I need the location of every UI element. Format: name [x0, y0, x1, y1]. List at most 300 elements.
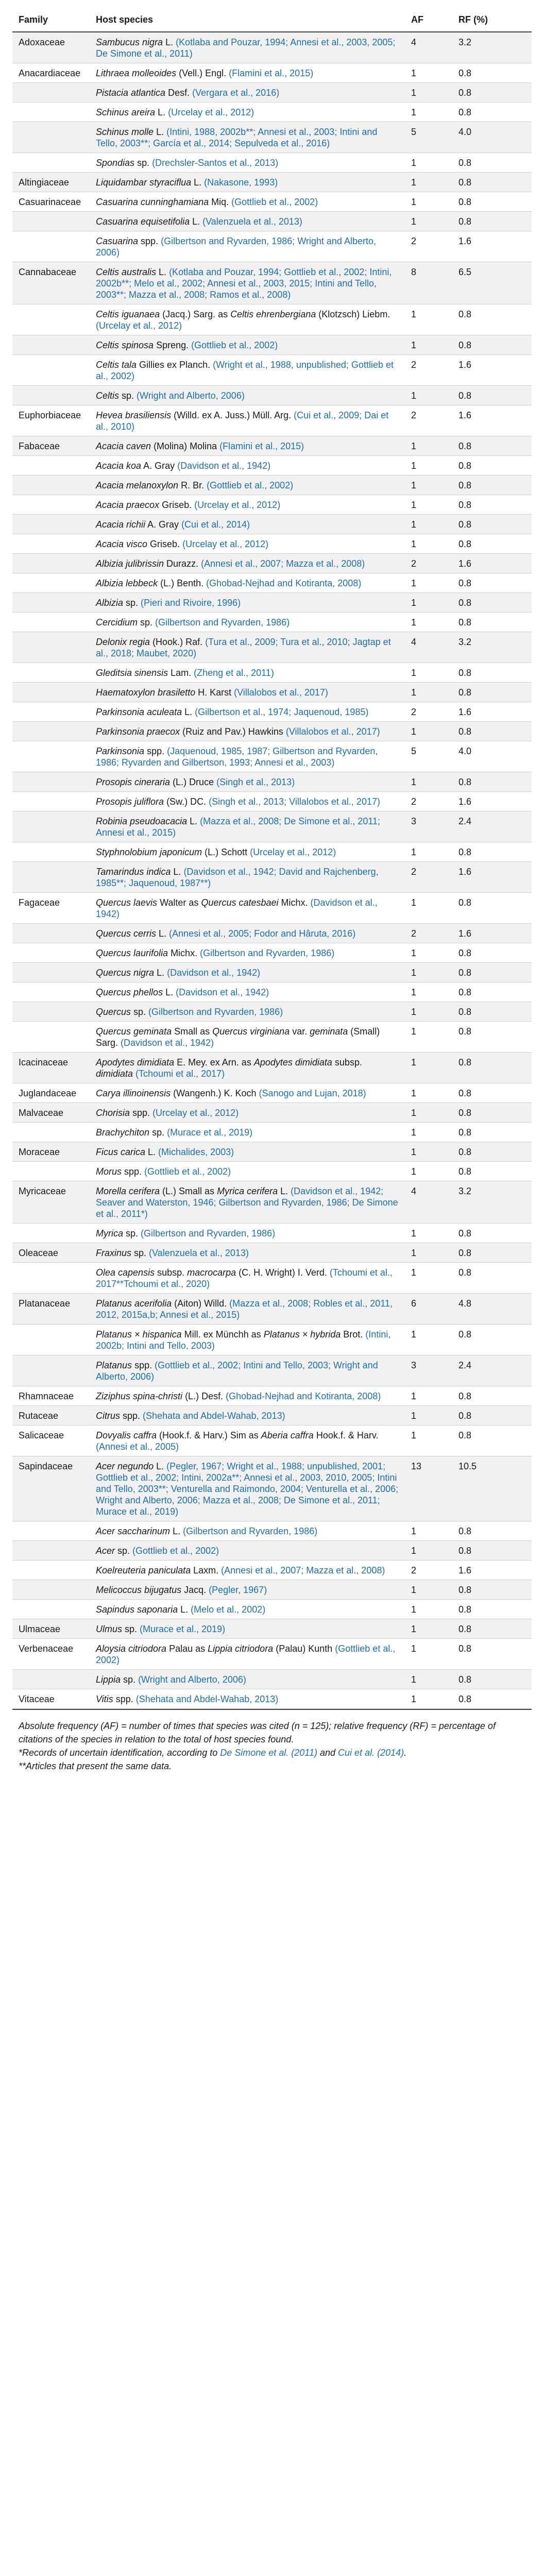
- host-species-cell: [90, 1561, 405, 1580]
- table-row: [12, 1355, 532, 1386]
- rf-cell: 0.8: [458, 1391, 472, 1401]
- rf-cell: 0.8: [458, 158, 472, 168]
- species-authority: L.: [163, 987, 174, 997]
- citation-link[interactable]: (Davidson et al., 1942): [175, 461, 271, 471]
- family-cell: [12, 1022, 90, 1053]
- family-cell: Fagaceae: [19, 897, 60, 908]
- table-row: [12, 476, 532, 495]
- host-species-cell: [90, 192, 405, 212]
- species-name: Albizia: [96, 598, 124, 608]
- af-cell: 1: [405, 1406, 452, 1426]
- family-cell: [12, 515, 90, 534]
- species-authority: sp.: [131, 1007, 146, 1017]
- citation-link[interactable]: (Kotlaba and Pouzar, 1994; Annesi et al., 2003, 2005; De Simone et al., 2011): [96, 37, 396, 59]
- family-cell: [12, 1355, 90, 1386]
- header-af: AF: [405, 9, 452, 32]
- table-row: [12, 1541, 532, 1561]
- host-species-cell: [90, 1670, 405, 1689]
- citation-link[interactable]: (Annesi et al., 2007; Mazza et al., 2008): [218, 1565, 385, 1575]
- citation-link[interactable]: (Shehata and Abdel-Wahab, 2013): [133, 1694, 279, 1704]
- host-species-cell: [90, 231, 405, 262]
- rf-cell: 1.6: [452, 924, 532, 943]
- citation-link[interactable]: (Davidson et al., 1942): [164, 968, 261, 978]
- species-authority: R. Br.: [178, 480, 205, 490]
- citation-link[interactable]: (Wright and Alberto, 2006): [134, 391, 245, 401]
- citation-link[interactable]: (Murace et al., 2019): [164, 1127, 253, 1138]
- citation-link[interactable]: (Flamini et al., 2015): [217, 441, 304, 451]
- family-cell: Altingiaceae: [12, 173, 90, 192]
- family-cell: [12, 1521, 90, 1541]
- citation-link[interactable]: (Gilbertson and Ryvarden, 1986): [146, 1007, 283, 1017]
- host-species-cell: [90, 1456, 405, 1521]
- species-name: Vitis: [96, 1694, 113, 1704]
- species-name: Parkinsonia aculeata: [96, 707, 182, 717]
- rf-cell: 0.8: [458, 1267, 472, 1278]
- citation-link[interactable]: (Jaquenoud, 1985, 1987; Gilbertson and Ryvarden, 1986; Ryvarden and Gilbertson, 1993; Annesi et al., 2003): [96, 746, 378, 768]
- family-cell: [12, 212, 90, 231]
- citation-link[interactable]: (Singh et al., 2013; Villalobos et al., 2017): [206, 796, 380, 807]
- citation-link[interactable]: (Pieri and Rivoire, 1996): [138, 598, 241, 608]
- af-cell: 1: [411, 1088, 417, 1098]
- table-row: [12, 436, 532, 456]
- citation-link[interactable]: (Wright and Alberto, 2006): [135, 1674, 246, 1685]
- citation-link[interactable]: (Urcelay et al., 2012): [247, 847, 336, 857]
- species-name: Brachychiton: [96, 1127, 150, 1138]
- species-authority: sp.: [123, 1228, 139, 1239]
- species-name: Acer negundo: [96, 1461, 154, 1471]
- family-cell: [12, 924, 90, 943]
- table-header-row: [12, 9, 532, 32]
- citation-link[interactable]: (Pegler, 1967; Wright et al., 1988; unpublished, 2001; Gottlieb et al., 2002; Intini, 2002a**; Annesi et al., 2003, 2010, 2005; Intini and Tello, 2003**; Venturella and Raimondo, 2004; Venturella et al., 2006; Wright and Alberto, 2006; Mazza et al., 2008; De Simone et al., 2011; Murace et al., 2019): [96, 1461, 399, 1517]
- family-cell: Rutaceae: [12, 1406, 90, 1426]
- family-cell: Anacardiaceae: [19, 68, 81, 78]
- species-authority: A. Gray: [145, 519, 179, 530]
- host-species-cell: [90, 495, 405, 515]
- rf-cell: 0.8: [458, 948, 472, 958]
- host-species-cell: [90, 811, 405, 842]
- rf-cell: 3.2: [452, 632, 532, 663]
- family-cell: [12, 1002, 90, 1022]
- family-cell: Euphorbiaceae: [19, 410, 81, 420]
- rf-cell: 0.8: [458, 617, 472, 628]
- species-authority: sp.: [131, 1248, 147, 1258]
- citation-link[interactable]: (Urcelay et al., 2012): [165, 107, 254, 117]
- citation-link[interactable]: (Gilbertson and Ryvarden, 1986): [180, 1526, 318, 1536]
- citation-link[interactable]: De Simone et al. (2011): [220, 1748, 317, 1758]
- species-authority: L.: [278, 1186, 288, 1196]
- species-name: Celtis spinosa: [96, 340, 154, 350]
- af-cell: 2: [405, 862, 452, 893]
- table-row: [12, 495, 532, 515]
- table-row: [12, 103, 532, 122]
- citation-link[interactable]: (Urcelay et al., 2012): [96, 320, 182, 331]
- host-species-cell: [90, 943, 405, 963]
- host-species-cell: [90, 212, 405, 231]
- rf-cell: 0.8: [452, 963, 532, 982]
- species-authority: sp.: [121, 1674, 136, 1685]
- family-cell: [12, 534, 90, 554]
- species-name: Quercus virginiana: [212, 1026, 290, 1037]
- citation-link[interactable]: (Mazza et al., 2008; De Simone et al., 2011; Annesi et al., 2015): [96, 816, 381, 838]
- family-cell: [12, 476, 90, 495]
- host-species-cell: [90, 1386, 405, 1406]
- species-authority: (L.) Druce: [170, 777, 214, 787]
- species-name: Fraxinus: [96, 1248, 132, 1258]
- citation-link[interactable]: (Davidson et al., 1942): [96, 897, 378, 919]
- table-row: [12, 192, 532, 212]
- af-cell: 1: [411, 197, 417, 207]
- species-authority: Small as: [172, 1026, 213, 1037]
- citation-link[interactable]: (Valenzuela et al., 2013): [146, 1248, 249, 1258]
- family-cell: [12, 1600, 90, 1619]
- family-cell: [12, 792, 90, 811]
- citation-link[interactable]: (Gottlieb et al., 2002): [189, 340, 278, 350]
- species-name: Citrus: [96, 1411, 121, 1421]
- citation-link[interactable]: (Annesi et al., 2005): [96, 1442, 179, 1452]
- citation-link[interactable]: (Tura et al., 2009; Tura et al., 2010; Jagtap et al., 2018; Maubet, 2020): [96, 637, 391, 658]
- host-species-cell: [90, 632, 405, 663]
- family-cell: [12, 231, 90, 262]
- family-cell: [12, 963, 90, 982]
- rf-cell: 2.4: [452, 1355, 532, 1386]
- species-name: Styphnolobium japonicum: [96, 847, 202, 857]
- species-name: Acacia koa: [96, 461, 142, 471]
- species-name: Haematoxylon brasiletto: [96, 687, 196, 698]
- rf-cell: 0.8: [458, 309, 472, 319]
- family-cell: [12, 772, 90, 792]
- citation-link[interactable]: (Murace et al., 2019): [137, 1624, 226, 1634]
- family-cell: [12, 1224, 90, 1243]
- host-species-cell: [90, 1294, 405, 1325]
- host-species-cell: [90, 842, 405, 862]
- table-row: [12, 1083, 532, 1103]
- table-row: [12, 554, 532, 573]
- species-authority: Michx.: [278, 897, 308, 908]
- table-row: [12, 355, 532, 386]
- table-row: [12, 304, 532, 335]
- table-row: [12, 262, 532, 304]
- citation-link[interactable]: (Ghobad-Nejhad and Kotiranta, 2008): [203, 578, 362, 588]
- species-name: Aloysia citriodora: [96, 1643, 167, 1654]
- af-cell: 1: [405, 1142, 452, 1162]
- rf-cell: 10.5: [452, 1456, 532, 1521]
- host-species-cell: [90, 103, 405, 122]
- species-authority: Hook.f. & Harv.: [313, 1430, 379, 1440]
- citation-link[interactable]: (Villalobos et al., 2017): [283, 726, 380, 737]
- species-authority: Gillies ex Planch.: [137, 360, 211, 370]
- citation-link[interactable]: (Gottlieb et al., 2002): [204, 480, 294, 490]
- species-authority: Durazz.: [164, 558, 199, 569]
- rf-cell: 0.8: [452, 386, 532, 405]
- species-authority: Griseb.: [147, 539, 180, 549]
- rf-cell: 0.8: [458, 1166, 472, 1177]
- family-cell: [12, 1263, 90, 1294]
- rf-cell: 0.8: [458, 1526, 472, 1536]
- citation-link[interactable]: (Drechsler-Santos et al., 2013): [149, 158, 279, 168]
- table-row: [12, 386, 532, 405]
- species-authority: sp.: [122, 1624, 138, 1634]
- citation-link[interactable]: (Annesi et al., 2005; Fodor and Hâruta, 2016): [166, 928, 356, 939]
- host-species-cell: [90, 1162, 405, 1181]
- citation-link[interactable]: (Singh et al., 2013): [214, 777, 295, 787]
- host-species-cell: [90, 304, 405, 335]
- species-authority: (Palau) Kunth: [273, 1643, 333, 1654]
- host-species-cell: [90, 1406, 405, 1426]
- citation-link[interactable]: (Ghobad-Nejhad and Kotiranta, 2008): [223, 1391, 381, 1401]
- citation-link[interactable]: (Shehata and Abdel-Wahab, 2013): [140, 1411, 285, 1421]
- rf-cell: 2.4: [452, 811, 532, 842]
- species-authority: (Hook.) Raf.: [150, 637, 203, 647]
- table-row: [12, 1103, 532, 1123]
- af-cell: 1: [405, 1002, 452, 1022]
- af-cell: 2: [405, 924, 452, 943]
- species-name: Carya illinoinensis: [96, 1088, 171, 1098]
- af-cell: 3: [405, 811, 452, 842]
- host-species-cell: [90, 1181, 405, 1224]
- family-cell: [12, 741, 90, 772]
- table-row: [12, 722, 532, 741]
- species-name: Tamarindus indica: [96, 867, 171, 877]
- species-authority: var.: [290, 1026, 310, 1037]
- family-cell: [12, 1580, 90, 1600]
- table-row: [12, 943, 532, 963]
- citation-link[interactable]: (Gottlieb et al., 2002; Intini and Tello, 2003; Wright and Alberto, 2006): [96, 1360, 378, 1382]
- af-cell: 1: [411, 578, 417, 588]
- host-species-cell: [90, 593, 405, 613]
- citation-link[interactable]: (Intini, 1988, 2002b**; Annesi et al., 2003; Intini and Tello, 2003**; García et al., 2014; Sepulveda et al., 2016): [96, 127, 378, 148]
- citation-link[interactable]: (Valenzuela et al., 2013): [200, 216, 302, 227]
- family-cell: [12, 103, 90, 122]
- citation-link[interactable]: (Mazza et al., 2008; Robles et al., 2011, 2012, 2015a,b; Annesi et al., 2015): [96, 1298, 393, 1320]
- citation-link[interactable]: (Urcelay et al., 2012): [150, 1108, 239, 1118]
- rf-cell: 0.8: [452, 212, 532, 231]
- citation-link[interactable]: Cui et al. (2014): [338, 1748, 404, 1758]
- host-species-cell: [90, 1224, 405, 1243]
- table-row: [12, 1053, 532, 1083]
- citation-link[interactable]: (Zheng et al., 2011): [191, 668, 274, 678]
- af-cell: 1: [405, 1053, 452, 1083]
- rf-cell: 1.6: [458, 796, 472, 807]
- af-cell: 1: [411, 1267, 417, 1278]
- host-species-cell: [90, 1426, 405, 1456]
- citation-link[interactable]: (Davidson et al., 1942; David and Rajchenberg, 1985**; Jaquenoud, 1987**): [96, 867, 379, 888]
- citation-link[interactable]: (Sanogo and Lujan, 2018): [256, 1088, 366, 1098]
- species-authority: L.: [178, 1604, 189, 1615]
- rf-cell: 0.8: [452, 1580, 532, 1600]
- header-family: Family: [12, 9, 90, 32]
- rf-cell: 1.6: [458, 707, 472, 717]
- citation-link[interactable]: (Flamini et al., 2015): [226, 68, 314, 78]
- citation-link[interactable]: (Gilbertson and Ryvarden, 1986; Wright and Alberto, 2006): [96, 236, 376, 258]
- species-authority: Jacq.: [181, 1585, 207, 1595]
- af-cell: 1: [411, 461, 417, 471]
- table-row: [12, 741, 532, 772]
- af-cell: 6: [405, 1294, 452, 1325]
- family-cell: [12, 386, 90, 405]
- species-name: Aberia caffra: [261, 1430, 314, 1440]
- table-row: [12, 1639, 532, 1670]
- family-cell: [12, 495, 90, 515]
- rf-cell: 0.8: [452, 515, 532, 534]
- species-authority: Spreng.: [154, 340, 189, 350]
- rf-cell: 1.6: [452, 554, 532, 573]
- citation-link[interactable]: (Intini, 2002b; Intini and Tello, 2003): [96, 1329, 391, 1351]
- rf-cell: 0.8: [452, 772, 532, 792]
- species-name: Spondias: [96, 158, 135, 168]
- af-cell: 1: [405, 83, 452, 103]
- citation-link[interactable]: (Davidson et al., 1942): [118, 1038, 214, 1048]
- citation-link[interactable]: (Gilbertson and Ryvarden, 1986): [138, 1228, 276, 1239]
- af-cell: 1: [411, 1228, 417, 1239]
- rf-cell: 0.8: [458, 987, 472, 997]
- species-authority: spp.: [144, 746, 165, 756]
- table-row: [12, 456, 532, 476]
- host-species-cell: [90, 982, 405, 1002]
- host-species-cell: [90, 515, 405, 534]
- af-cell: 1: [405, 335, 452, 355]
- citation-link[interactable]: (Gottlieb et al., 2002): [229, 197, 318, 207]
- citation-link[interactable]: (Gottlieb et al., 2002): [130, 1546, 219, 1556]
- citation-link[interactable]: (Vergara et al., 2016): [190, 88, 280, 98]
- citation-link[interactable]: (Gilbertson and Ryvarden, 1986): [197, 948, 335, 958]
- citation-link[interactable]: (Melo et al., 2002): [188, 1604, 266, 1615]
- rf-cell: 4.0: [452, 122, 532, 153]
- footnote-frequency: Absolute frequency (AF) = number of times that species was cited (n = 125); relative frequency (RF) = percentage of citations of the species in relation to the total of host species found.: [19, 1721, 496, 1744]
- af-cell: 1: [405, 1670, 452, 1689]
- rf-cell: 0.8: [452, 1053, 532, 1083]
- family-cell: [12, 1325, 90, 1355]
- citation-link[interactable]: (Annesi et al., 2007; Mazza et al., 2008): [198, 558, 365, 569]
- species-name: Quercus phellos: [96, 987, 163, 997]
- species-name: Morella cerifera: [96, 1186, 160, 1196]
- host-species-cell: [90, 1541, 405, 1561]
- host-species-cell: [90, 534, 405, 554]
- rf-cell: 0.8: [458, 1643, 472, 1654]
- citation-link[interactable]: (Tchoumi et al., 2017**Tchoumi et al., 2020): [96, 1267, 393, 1289]
- rf-cell: 4.8: [452, 1294, 532, 1325]
- af-cell: 1: [411, 1430, 417, 1440]
- citation-link[interactable]: (Michalides, 2003): [156, 1147, 234, 1157]
- table-row: [12, 83, 532, 103]
- host-species-cell: [90, 772, 405, 792]
- species-name: Platanus × hispanica: [96, 1329, 182, 1340]
- citation-link[interactable]: (Urcelay et al., 2012): [192, 500, 281, 510]
- citation-link[interactable]: (Davidson et al., 1942; Seaver and Waterston, 1946; Gilbertson and Ryvarden, 1986; De Simone et al., 2011*): [96, 1186, 398, 1219]
- species-authority: Palau as: [166, 1643, 208, 1654]
- host-species-cell: [90, 1103, 405, 1123]
- species-authority: spp.: [138, 236, 159, 246]
- host-species-cell: [90, 1580, 405, 1600]
- species-authority: A. Gray: [141, 461, 175, 471]
- table-row: [12, 1263, 532, 1294]
- af-cell: 1: [411, 68, 417, 78]
- host-species-cell: [90, 963, 405, 982]
- species-name: Quercus laurifolia: [96, 948, 168, 958]
- species-name: Platanus: [96, 1360, 132, 1370]
- host-species-cell: [90, 792, 405, 811]
- table-row: [12, 613, 532, 632]
- species-authority: Walter as: [157, 897, 201, 908]
- table-row: [12, 593, 532, 613]
- table-row: [12, 153, 532, 173]
- species-name: Platanus × hybrida: [263, 1329, 341, 1340]
- af-cell: 1: [411, 987, 417, 997]
- host-species-cell: [90, 1053, 405, 1083]
- table-row: [12, 573, 532, 593]
- footnote-uncertain: *Records of uncertain identification, according to De Simone et al. (2011) and Cui et al. (2014).: [19, 1748, 407, 1758]
- citation-link[interactable]: (Pegler, 1967): [206, 1585, 267, 1595]
- species-name: Platanus acerifolia: [96, 1298, 172, 1309]
- rf-cell: 3.2: [452, 1181, 532, 1224]
- rf-cell: 0.8: [452, 1002, 532, 1022]
- citation-link[interactable]: (Cui et al., 2009; Dai et al., 2010): [96, 410, 389, 432]
- table-row: [12, 1386, 532, 1406]
- citation-link[interactable]: (Cui et al., 2014): [179, 519, 250, 530]
- citation-link[interactable]: (Villalobos et al., 2017): [231, 687, 328, 698]
- af-cell: 2: [411, 1565, 417, 1575]
- species-name: Sapindus saponaria: [96, 1604, 178, 1615]
- af-cell: 2: [405, 554, 452, 573]
- species-authority: L.: [156, 267, 167, 277]
- family-cell: Ulmaceae: [12, 1619, 90, 1639]
- family-cell: [12, 1670, 90, 1689]
- host-species-cell: [90, 1521, 405, 1541]
- species-authority: sp.: [138, 617, 153, 628]
- species-authority: L.: [155, 107, 166, 117]
- table-row: [12, 335, 532, 355]
- table-row: [12, 1325, 532, 1355]
- citation-link[interactable]: (Wright et al., 1988, unpublished; Gottlieb et al., 2002): [96, 360, 394, 381]
- table-row: [12, 1406, 532, 1426]
- table-row: [12, 1670, 532, 1689]
- citation-link[interactable]: (Urcelay et al., 2012): [180, 539, 269, 549]
- table-row: [12, 792, 532, 811]
- citation-link[interactable]: (Gilbertson and Ryvarden, 1986): [152, 617, 290, 628]
- citation-link[interactable]: (Kotlaba and Pouzar, 1994; Gottlieb et al., 2002; Intini, 2002b**; Melo et al., 2002; Annesi et al., 2003, 2015; Intini and Tello, 2003**; Mazza et al., 2008; Ramos et al., 2008): [96, 267, 392, 300]
- species-name: Apodytes dimidiata: [253, 1057, 332, 1067]
- host-species-cell: [90, 1123, 405, 1142]
- species-name: Ficus carica: [96, 1147, 146, 1157]
- table-row: [12, 1123, 532, 1142]
- host-species-cell: [90, 1022, 405, 1053]
- host-species-cell: [90, 262, 405, 304]
- species-name: dimidiata: [96, 1069, 133, 1079]
- host-species-cell: [90, 1619, 405, 1639]
- rf-cell: 0.8: [458, 539, 472, 549]
- host-species-cell: [90, 386, 405, 405]
- header-rf: RF (%): [452, 9, 532, 32]
- citation-link[interactable]: (Nakasone, 1993): [201, 177, 278, 188]
- citation-link[interactable]: (Tchoumi et al., 2017): [133, 1069, 225, 1079]
- af-cell: 1: [405, 1243, 452, 1263]
- af-cell: 1: [411, 1026, 417, 1037]
- rf-cell: 0.8: [458, 1127, 472, 1138]
- citation-link[interactable]: (Davidson et al., 1942): [173, 987, 269, 997]
- host-species-cell: [90, 355, 405, 386]
- host-species-cell: [90, 32, 405, 63]
- citation-link[interactable]: (Gottlieb et al., 2002): [96, 1643, 396, 1665]
- family-cell: [12, 153, 90, 173]
- species-authority: (Klotzsch) Liebm.: [316, 309, 390, 319]
- species-name: Olea capensis: [96, 1267, 155, 1278]
- citation-link[interactable]: (Gilbertson et al., 1974; Jaquenoud, 1985): [192, 707, 369, 717]
- citation-link[interactable]: (Gottlieb et al., 2002): [142, 1166, 231, 1177]
- species-authority: subsp.: [155, 1267, 188, 1278]
- table-row: [12, 212, 532, 231]
- family-cell: [12, 632, 90, 663]
- family-cell: [12, 1561, 90, 1580]
- af-cell: 1: [411, 158, 417, 168]
